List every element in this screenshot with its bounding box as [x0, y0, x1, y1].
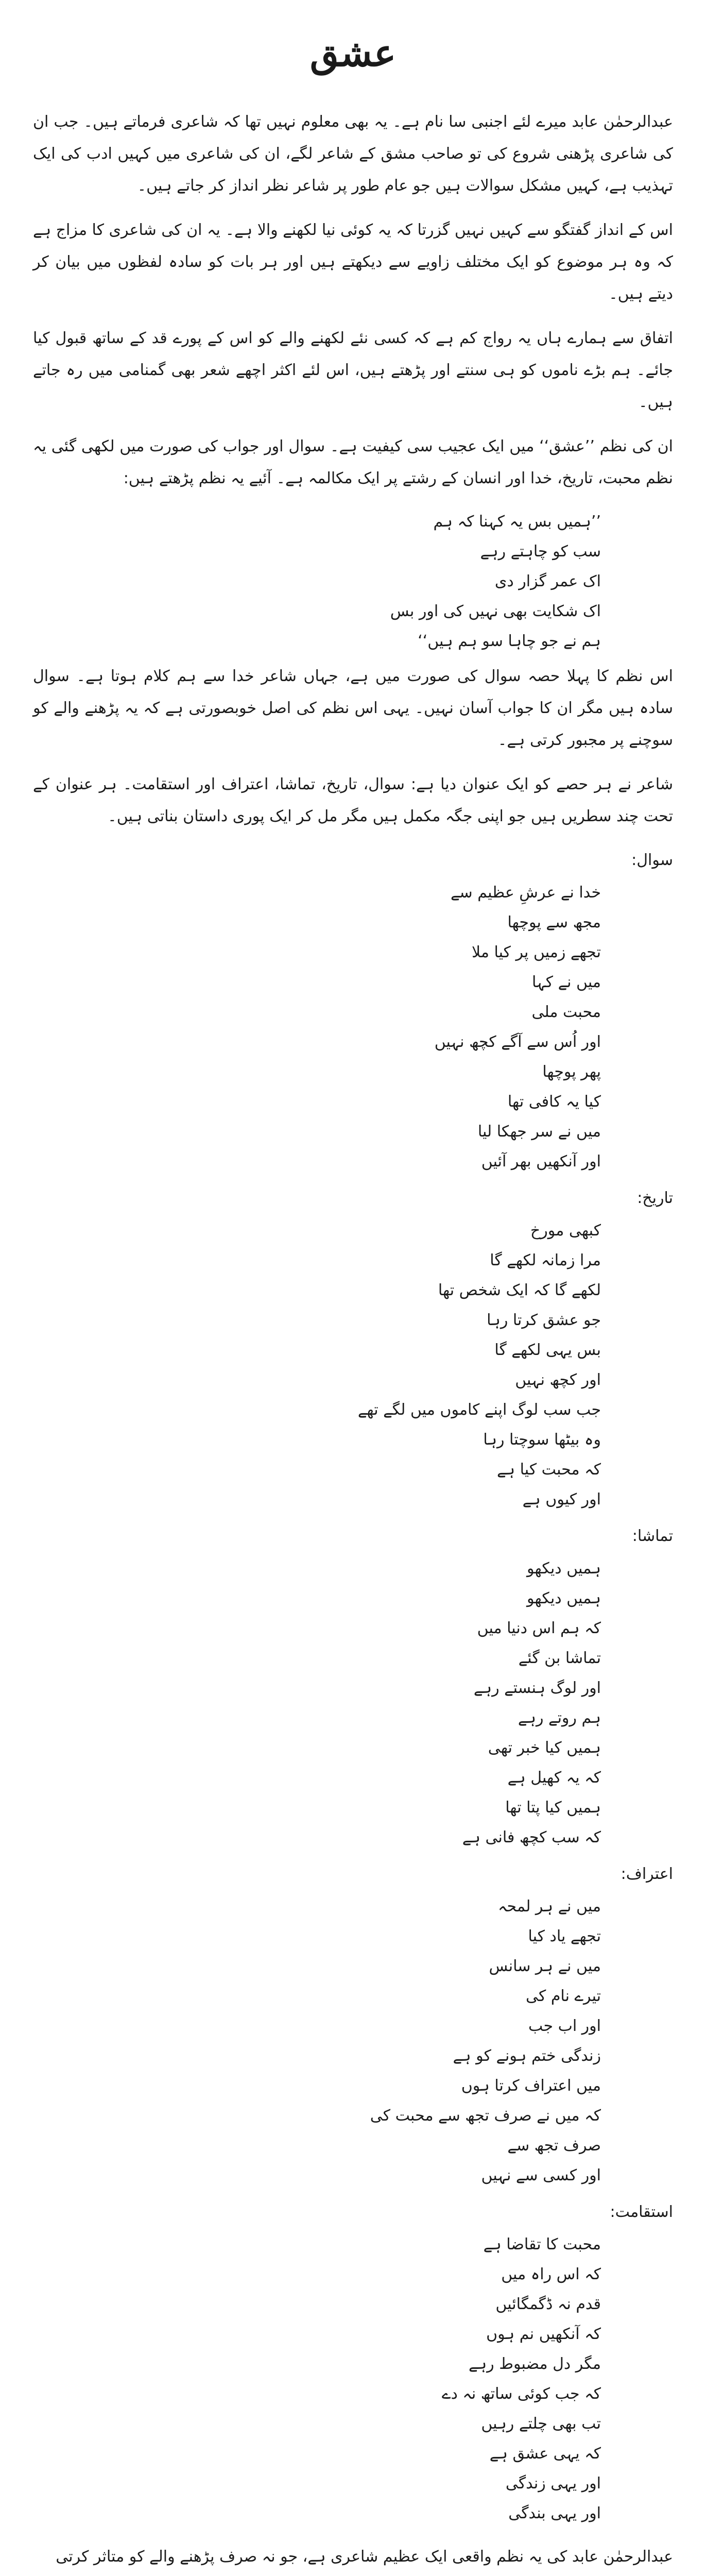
poem-line: ہمیں کیا خبر تھی: [488, 1739, 601, 1757]
closing-paragraph: عبدالرحمٰن عابد کی یہ نظم واقعی ایک عظیم شاعری ہے، جو نہ صرف پڑھنے والے کو متاثر کرتی: [56, 2548, 673, 2566]
section-lines: [33, 1892, 673, 2191]
intro-section: [33, 106, 673, 495]
poem-line: اور آنکھیں بھر آئیں: [481, 1153, 601, 1171]
poem-line: زندگی ختم ہونے کو ہے: [453, 2047, 601, 2065]
section-label: استقامت:: [610, 2203, 673, 2222]
poem-line: کہ یہ کھیل ہے: [507, 1769, 601, 1787]
poem-line: جب سب لوگ اپنے کاموں میں لگے تھے: [357, 1401, 601, 1419]
poem-line: جو عشق کرتا رہا: [487, 1311, 601, 1330]
poem-section-steadfastness: [33, 2197, 673, 2529]
poem-line: بس یہی لکھے گا: [494, 1341, 601, 1360]
poem-section-spectacle: [33, 1521, 673, 1853]
mid-section: [33, 660, 673, 833]
poem-line: میں اعتراف کرتا ہوں: [461, 2077, 601, 2095]
poem-line: تجھے یاد کیا: [528, 1927, 601, 1946]
section-lines: [33, 1554, 673, 1853]
intro-paragraph: عبدالرحمٰن عابد میرے لئے اجنبی سا نام ہے۔ یہ بھی معلوم نہیں تھا کہ شاعری فرماتے ہیں۔ جب ان کی شاعری پڑھنی شروع کی تو صاحب مشق کے شاعر لگے، ان کی شاعری میں کہیں ادب کی ایک تہذیب ہے، کہیں مشکل سوالات ہیں جو عام طور پر شاعر نظر انداز کر جاتے ہیں۔: [33, 113, 673, 195]
poem-line: ہمیں کیا پتا تھا: [505, 1799, 601, 1817]
poem-line: مرا زمانہ لکھے گا: [490, 1251, 601, 1270]
poem-line: ہمیں دیکھو: [527, 1589, 601, 1608]
section-label: تماشا:: [632, 1527, 673, 1546]
poem-line: محبت کا تقاضا ہے: [483, 2235, 601, 2254]
poem-line: اور کسی سے نہیں: [481, 2166, 601, 2185]
mid-paragraph: اس نظم کا پہلا حصہ سوال کی صورت میں ہے، جہاں شاعر خدا سے ہم کلام ہوتا ہے۔ سوال سادہ ہیں مگر ان کا جواب آسان نہیں۔ یہی اس نظم کی اصل خوبصورتی ہے کہ یہ پڑھنے والے کو سوچنے پر مجبور کرتی ہے۔: [33, 667, 673, 750]
poem-line: پھر پوچھا: [542, 1063, 601, 1081]
poem-section-question: [33, 845, 673, 1177]
poem-line: اور یہی زندگی: [505, 2475, 601, 2493]
poem-line: اک عمر گزار دی: [494, 572, 601, 591]
article-title: عشق: [309, 31, 397, 75]
poem-line: کہ اس راہ میں: [501, 2265, 601, 2284]
poem-line: کہ سب کچھ فانی ہے: [462, 1828, 601, 1847]
section-lines: [33, 2230, 673, 2529]
poem-line: اور اب جب: [528, 2017, 601, 2036]
section-lines: [33, 878, 673, 1177]
poem-line: ہمیں دیکھو: [527, 1560, 601, 1578]
poem-line: خدا نے عرشِ عظیم سے: [450, 884, 601, 902]
poem-line: اور یہی بندگی: [508, 2504, 601, 2523]
poem-line: ہم روتے رہے: [518, 1709, 601, 1727]
poem-line: صرف تجھ سے: [507, 2137, 601, 2155]
poem-line: تب بھی چلتے رہیں: [481, 2415, 601, 2433]
poem-line: اور لوگ ہنستے رہے: [473, 1679, 601, 1698]
poem-line: کبھی مورخ: [530, 1222, 601, 1240]
poem-line: میں نے کہا: [532, 973, 601, 992]
poem-line: میں نے ہر لمحہ: [497, 1897, 601, 1916]
section-label: تاریخ:: [637, 1189, 673, 1208]
opening-poem: [33, 507, 673, 656]
poem-line: اک شکایت بھی نہیں کی اور بس: [390, 602, 601, 621]
poem-section-confession: [33, 1859, 673, 2191]
section-label: اعتراف:: [621, 1865, 673, 1884]
poem-line: تماشا بن گئے: [518, 1649, 601, 1668]
poem-line: تیرے نام کی: [526, 1987, 601, 2006]
intro-paragraph: اتفاق سے ہمارے ہاں یہ رواج کم ہے کہ کسی نئے لکھنے والے کو اس کے پورے قد کے ساتھ قبول کیا جائے۔ ہم بڑے ناموں کو ہی سنتے اور پڑھتے ہیں، اس لئے اکثر اچھے شعر بھی گمنامی میں رہ جاتے ہیں۔: [33, 329, 673, 412]
section-label: سوال:: [631, 851, 673, 870]
poem-line: لکھے گا کہ ایک شخص تھا: [438, 1281, 601, 1300]
poem-line: کہ جب کوئی ساتھ نہ دے: [441, 2385, 601, 2403]
mid-paragraph: شاعر نے ہر حصے کو ایک عنوان دیا ہے: سوال، تاریخ، تماشا، اعتراف اور استقامت۔ ہر عنوان کے تحت چند سطریں ہیں جو اپنی جگہ مکمل ہیں مگر مل کر ایک پوری داستان بناتی ہیں۔: [33, 775, 673, 826]
poem-line: کہ یہی عشق ہے: [489, 2445, 601, 2463]
poem-line: میں نے ہر سانس: [489, 1957, 601, 1976]
poem-line: ’’ہمیں بس یہ کہنا کہ ہم: [433, 513, 601, 531]
poem-line: تجھے زمیں پر کیا ملا: [471, 943, 601, 962]
poem-line: اور اُس سے آگے کچھ نہیں: [434, 1033, 601, 1052]
poem-line: محبت ملی: [531, 1003, 601, 1022]
section-lines: [33, 1216, 673, 1515]
intro-paragraph: ان کی نظم ’’عشق‘‘ میں ایک عجیب سی کیفیت ہے۔ سوال اور جواب کی صورت میں لکھی گئی یہ نظم محبت، تاریخ، خدا اور انسان کے رشتے پر ایک مکالمہ ہے۔ آئیے یہ نظم پڑھتے ہیں:: [33, 437, 673, 488]
poem-line: ہم نے جو چاہا سو ہم ہیں‘‘: [418, 632, 601, 651]
poem-sections: [33, 845, 673, 2529]
poem-line: مجھ سے پوچھا: [507, 913, 601, 932]
poem-line: وہ بیٹھا سوچتا رہا: [483, 1431, 601, 1449]
poem-line: کہ میں نے صرف تجھ سے محبت کی: [370, 2107, 601, 2125]
poem-line: مگر دل مضبوط رہے: [469, 2355, 601, 2374]
intro-paragraph: اس کے انداز گفتگو سے کہیں نہیں گزرتا کہ یہ کوئی نیا لکھنے والا ہے۔ یہ ان کی شاعری کا مزاج ہے کہ وہ ہر موضوع کو ایک مختلف زاویے سے دیکھتے ہیں اور ہر بات کو سادہ لفظوں میں بیان کر دیتے ہیں۔: [33, 221, 673, 303]
poem-section-history: [33, 1183, 673, 1515]
poem-line: سب کو چاہتے رہے: [480, 543, 601, 561]
poem-line: کہ آنکھیں نم ہوں: [486, 2325, 601, 2344]
poem-line: اور کیوں ہے: [522, 1490, 601, 1509]
poem-line: کہ محبت کیا ہے: [496, 1461, 601, 1479]
poem-line: میں نے سر جھکا لیا: [477, 1123, 601, 1141]
poem-line: قدم نہ ڈگمگائیں: [495, 2295, 601, 2314]
poem-line: کہ ہم اس دنیا میں: [477, 1619, 601, 1638]
poem-line: اور کچھ نہیں: [515, 1371, 601, 1389]
poem-line: کیا یہ کافی تھا: [507, 1093, 601, 1111]
